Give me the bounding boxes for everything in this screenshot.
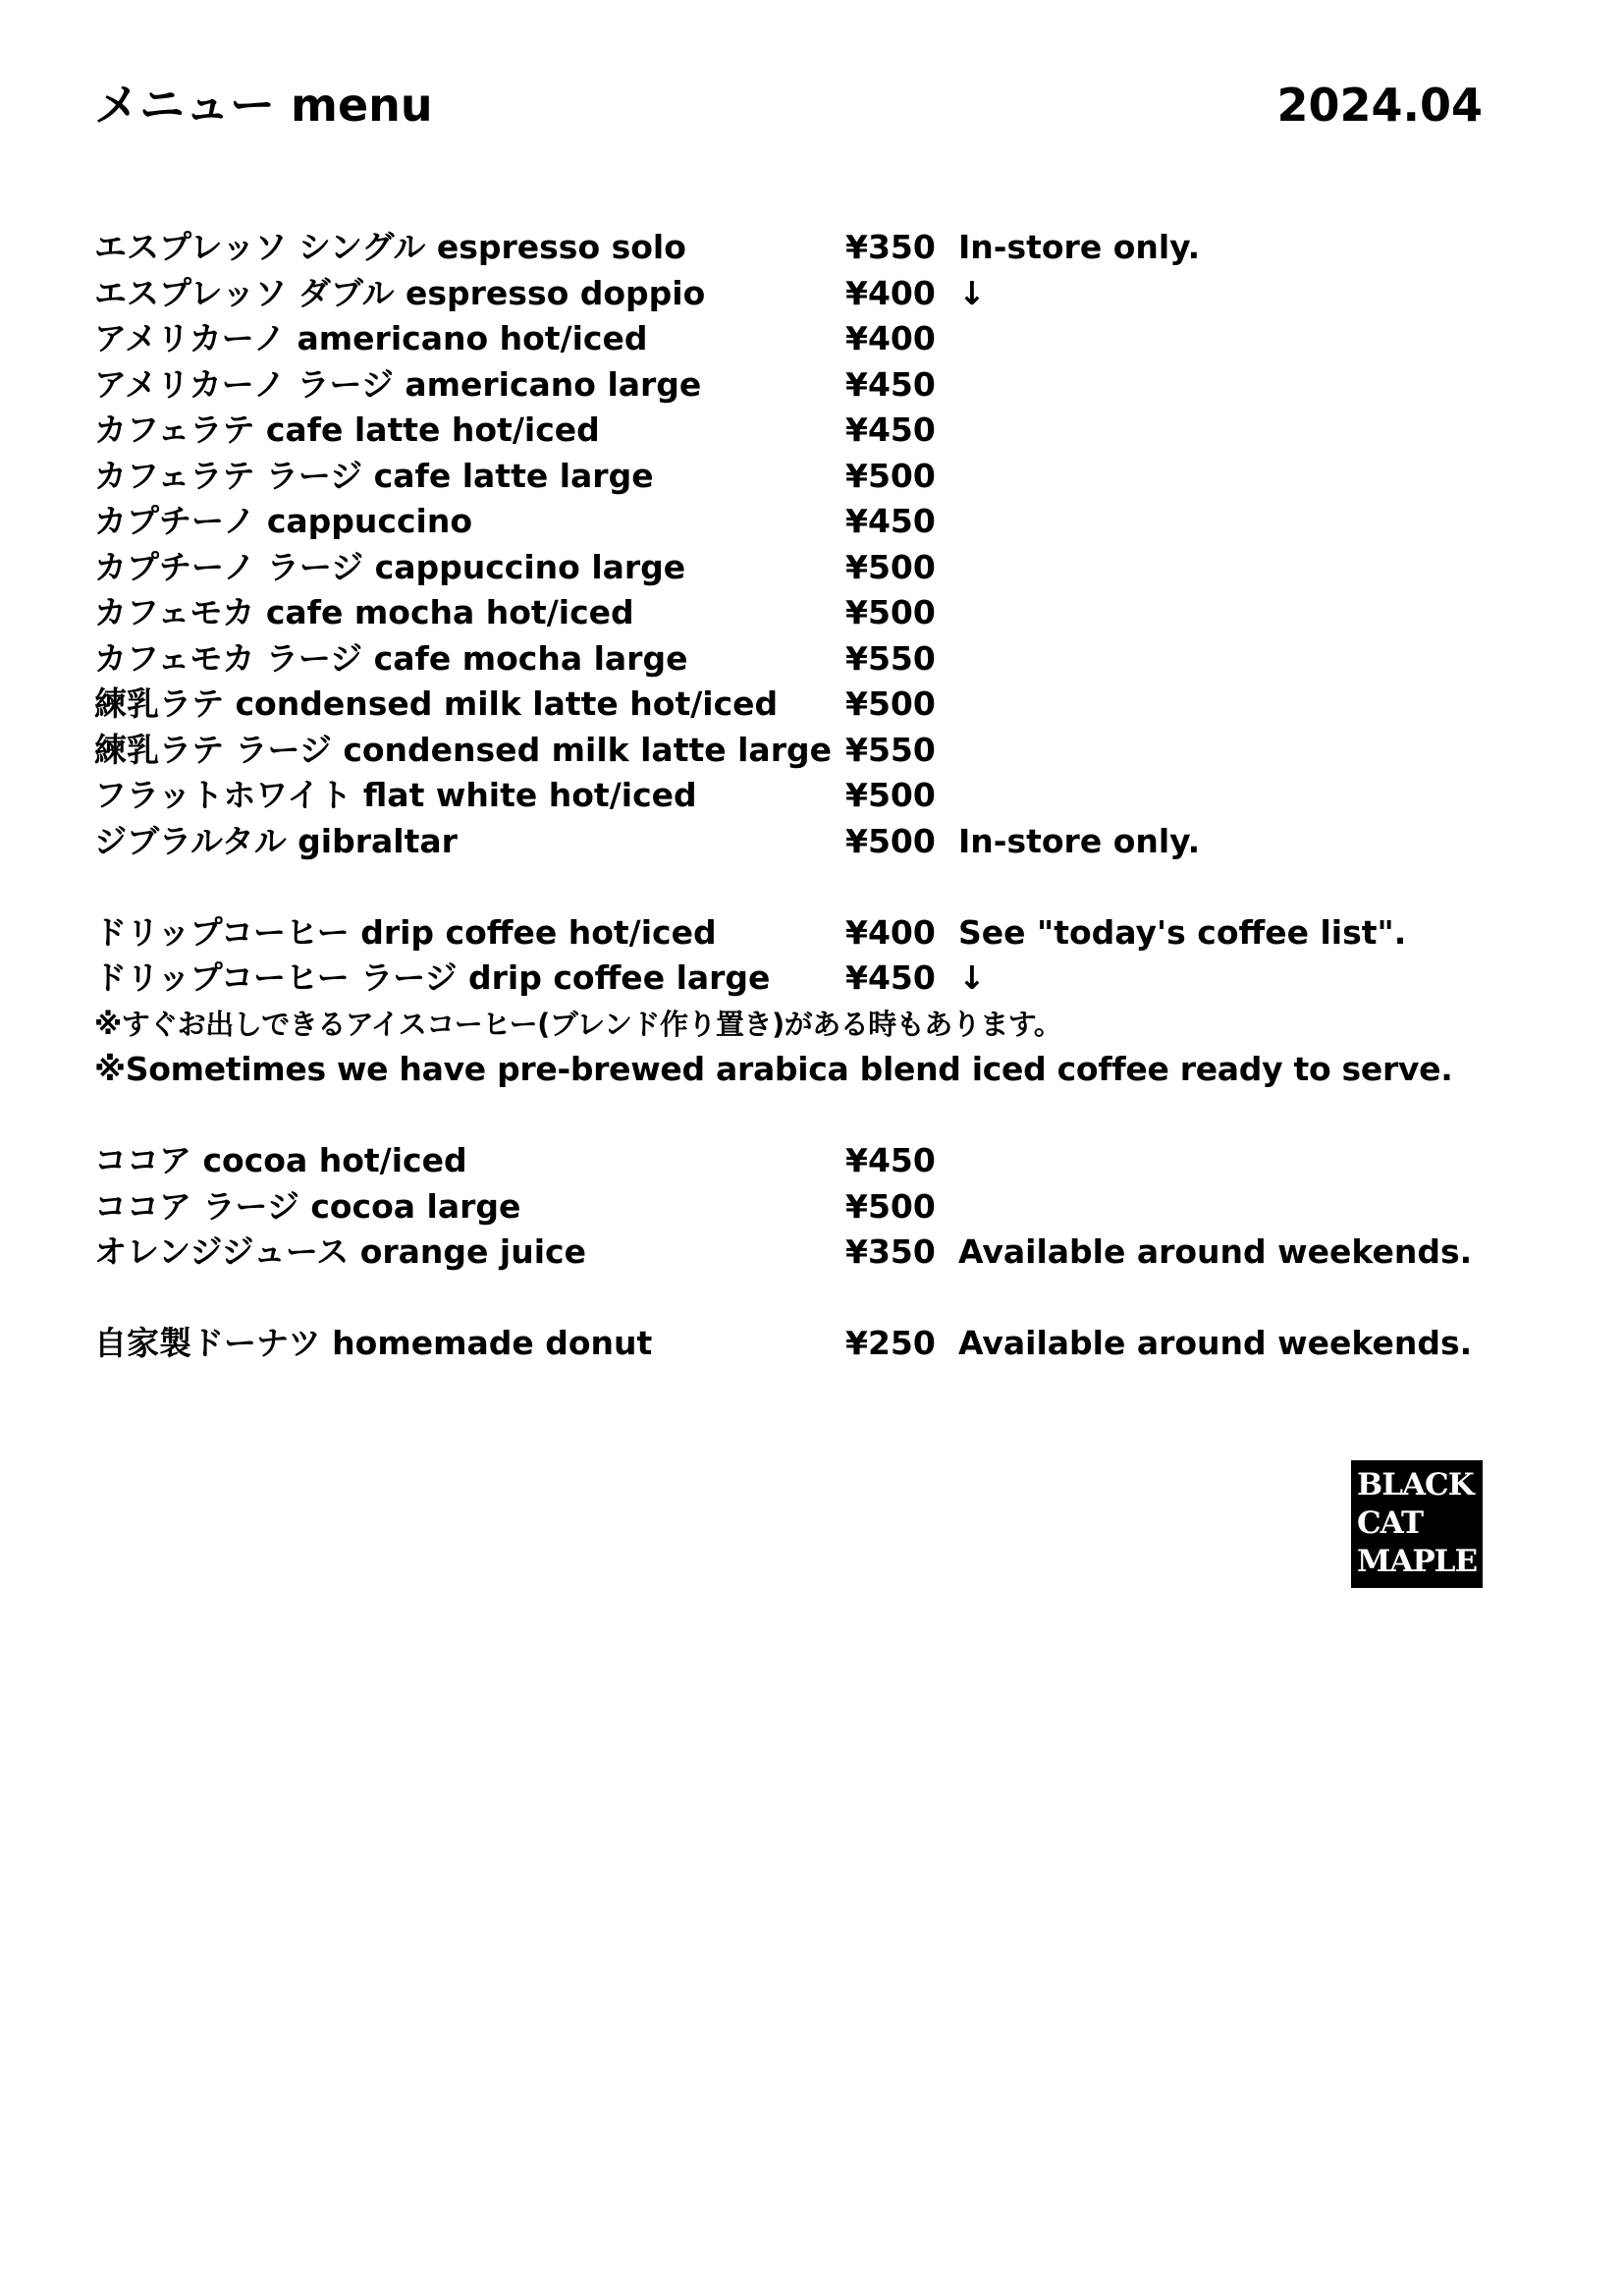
menu-item-row [94,499,1518,545]
menu-item-price: ¥250 [845,1324,936,1362]
menu-item-price: ¥350 [845,1232,936,1271]
menu-item-name: カプチーノ cappuccino [94,502,472,540]
menu-item-name: アメリカーノ americano hot/iced [94,319,648,357]
menu-item-price: ¥400 [845,319,936,357]
menu-item-row [94,590,1518,636]
black-cat-maple-logo [1351,1460,1483,1588]
menu-item-price: ¥450 [845,364,936,404]
drip-note-japanese: ※すぐお出しできるアイスコーヒー(ブレンド作り置き)がある時もあります。 [94,1007,1062,1041]
menu-date: 2024.04 [1276,79,1483,132]
menu-item-name: エスプレッソ シングル espresso solo [94,228,686,266]
menu-item-note: Available around weekends. [958,1232,1473,1271]
menu-item-price: ¥350 [845,228,936,266]
same-as-above-arrow-icon: ↓ [958,958,986,997]
menu-item-name: オレンジジュース orange juice [94,1232,586,1271]
logo-line: MAPLE [1357,1544,1478,1579]
menu-item-name: 練乳ラテ condensed milk latte hot/iced [94,684,779,723]
menu-item-row [94,362,1518,409]
menu-item-row [94,1230,1518,1276]
menu-item-row [94,454,1518,500]
coffee-section [94,225,1518,864]
menu-item-name: ココア ラージ cocoa large [94,1186,521,1226]
menu-item-row [94,1321,1518,1367]
menu-item-note: See "today's coffee list". [958,912,1407,952]
food-section [94,1321,1518,1367]
menu-item-price: ¥500 [845,456,936,495]
menu-item-price: ¥550 [845,638,936,678]
menu-item-row [94,819,1518,865]
menu-item-row [94,408,1518,454]
menu-item-row [94,316,1518,362]
menu-item-name: フラットホワイト flat white hot/iced [94,776,697,814]
logo-line: CAT [1357,1505,1424,1541]
menu-item-name: 自家製ドーナツ homemade donut [94,1324,653,1362]
drip-section [94,910,1518,1002]
menu-item-name: ココア cocoa hot/iced [94,1141,467,1179]
menu-item-row [94,682,1518,728]
menu-item-row [94,271,1518,317]
menu-item-price: ¥450 [845,502,936,540]
same-as-above-arrow-icon: ↓ [958,273,986,312]
drip-note-english: ※Sometimes we have pre-brewed arabica blend iced coffee ready to serve. [94,1050,1453,1088]
menu-item-row [94,773,1518,819]
menu-item-note: In-store only. [958,821,1201,860]
logo-line: BLACK [1357,1467,1474,1503]
menu-item-row [94,225,1518,271]
section-spacer [94,1276,1518,1322]
menu-item-price: ¥400 [845,273,936,312]
section-spacer [94,864,1518,910]
menu-item-name: カプチーノ ラージ cappuccino large [94,547,686,586]
menu-item-name: カフェラテ ラージ cafe latte large [94,456,654,495]
menu-item-price: ¥500 [845,776,936,814]
menu-item-price: ¥500 [845,593,936,631]
menu-item-row [94,1184,1518,1230]
menu-item-price: ¥450 [845,958,936,997]
menu-item-name: ドリップコーヒー drip coffee hot/iced [94,912,717,952]
menu-item-price: ¥450 [845,1141,936,1179]
menu-item-row [94,636,1518,683]
other-drinks-section [94,1138,1518,1276]
menu-item-row [94,545,1518,591]
menu-item-price: ¥400 [845,912,936,952]
page-header [94,71,1483,139]
menu-item-price: ¥450 [845,410,936,449]
menu-item-row [94,728,1518,774]
menu-item-price: ¥500 [845,1186,936,1226]
menu-item-name: アメリカーノ ラージ americano large [94,364,702,404]
menu-item-price: ¥500 [845,821,936,860]
menu-item-name: カフェモカ cafe mocha hot/iced [94,593,634,631]
menu-item-note: In-store only. [958,228,1201,266]
menu-item-name: エスプレッソ ダブル espresso doppio [94,273,706,312]
menu-item-price: ¥500 [845,684,936,723]
menu-item-row [94,1138,1518,1184]
menu-item-row [94,956,1518,1002]
section-spacer [94,1093,1518,1139]
menu-item-name: ジブラルタル gibraltar [94,821,458,860]
menu-item-price: ¥550 [845,730,936,769]
menu-item-name: カフェラテ cafe latte hot/iced [94,410,600,449]
page-title: メニュー menu [94,79,433,132]
menu-item-name: ドリップコーヒー ラージ drip coffee large [94,958,771,997]
menu-list [94,225,1518,1367]
menu-item-note: Available around weekends. [958,1324,1473,1362]
menu-item-name: 練乳ラテ ラージ condensed milk latte large [94,730,832,769]
menu-item-row [94,910,1518,957]
menu-item-name: カフェモカ ラージ cafe mocha large [94,638,688,678]
menu-item-price: ¥500 [845,547,936,586]
